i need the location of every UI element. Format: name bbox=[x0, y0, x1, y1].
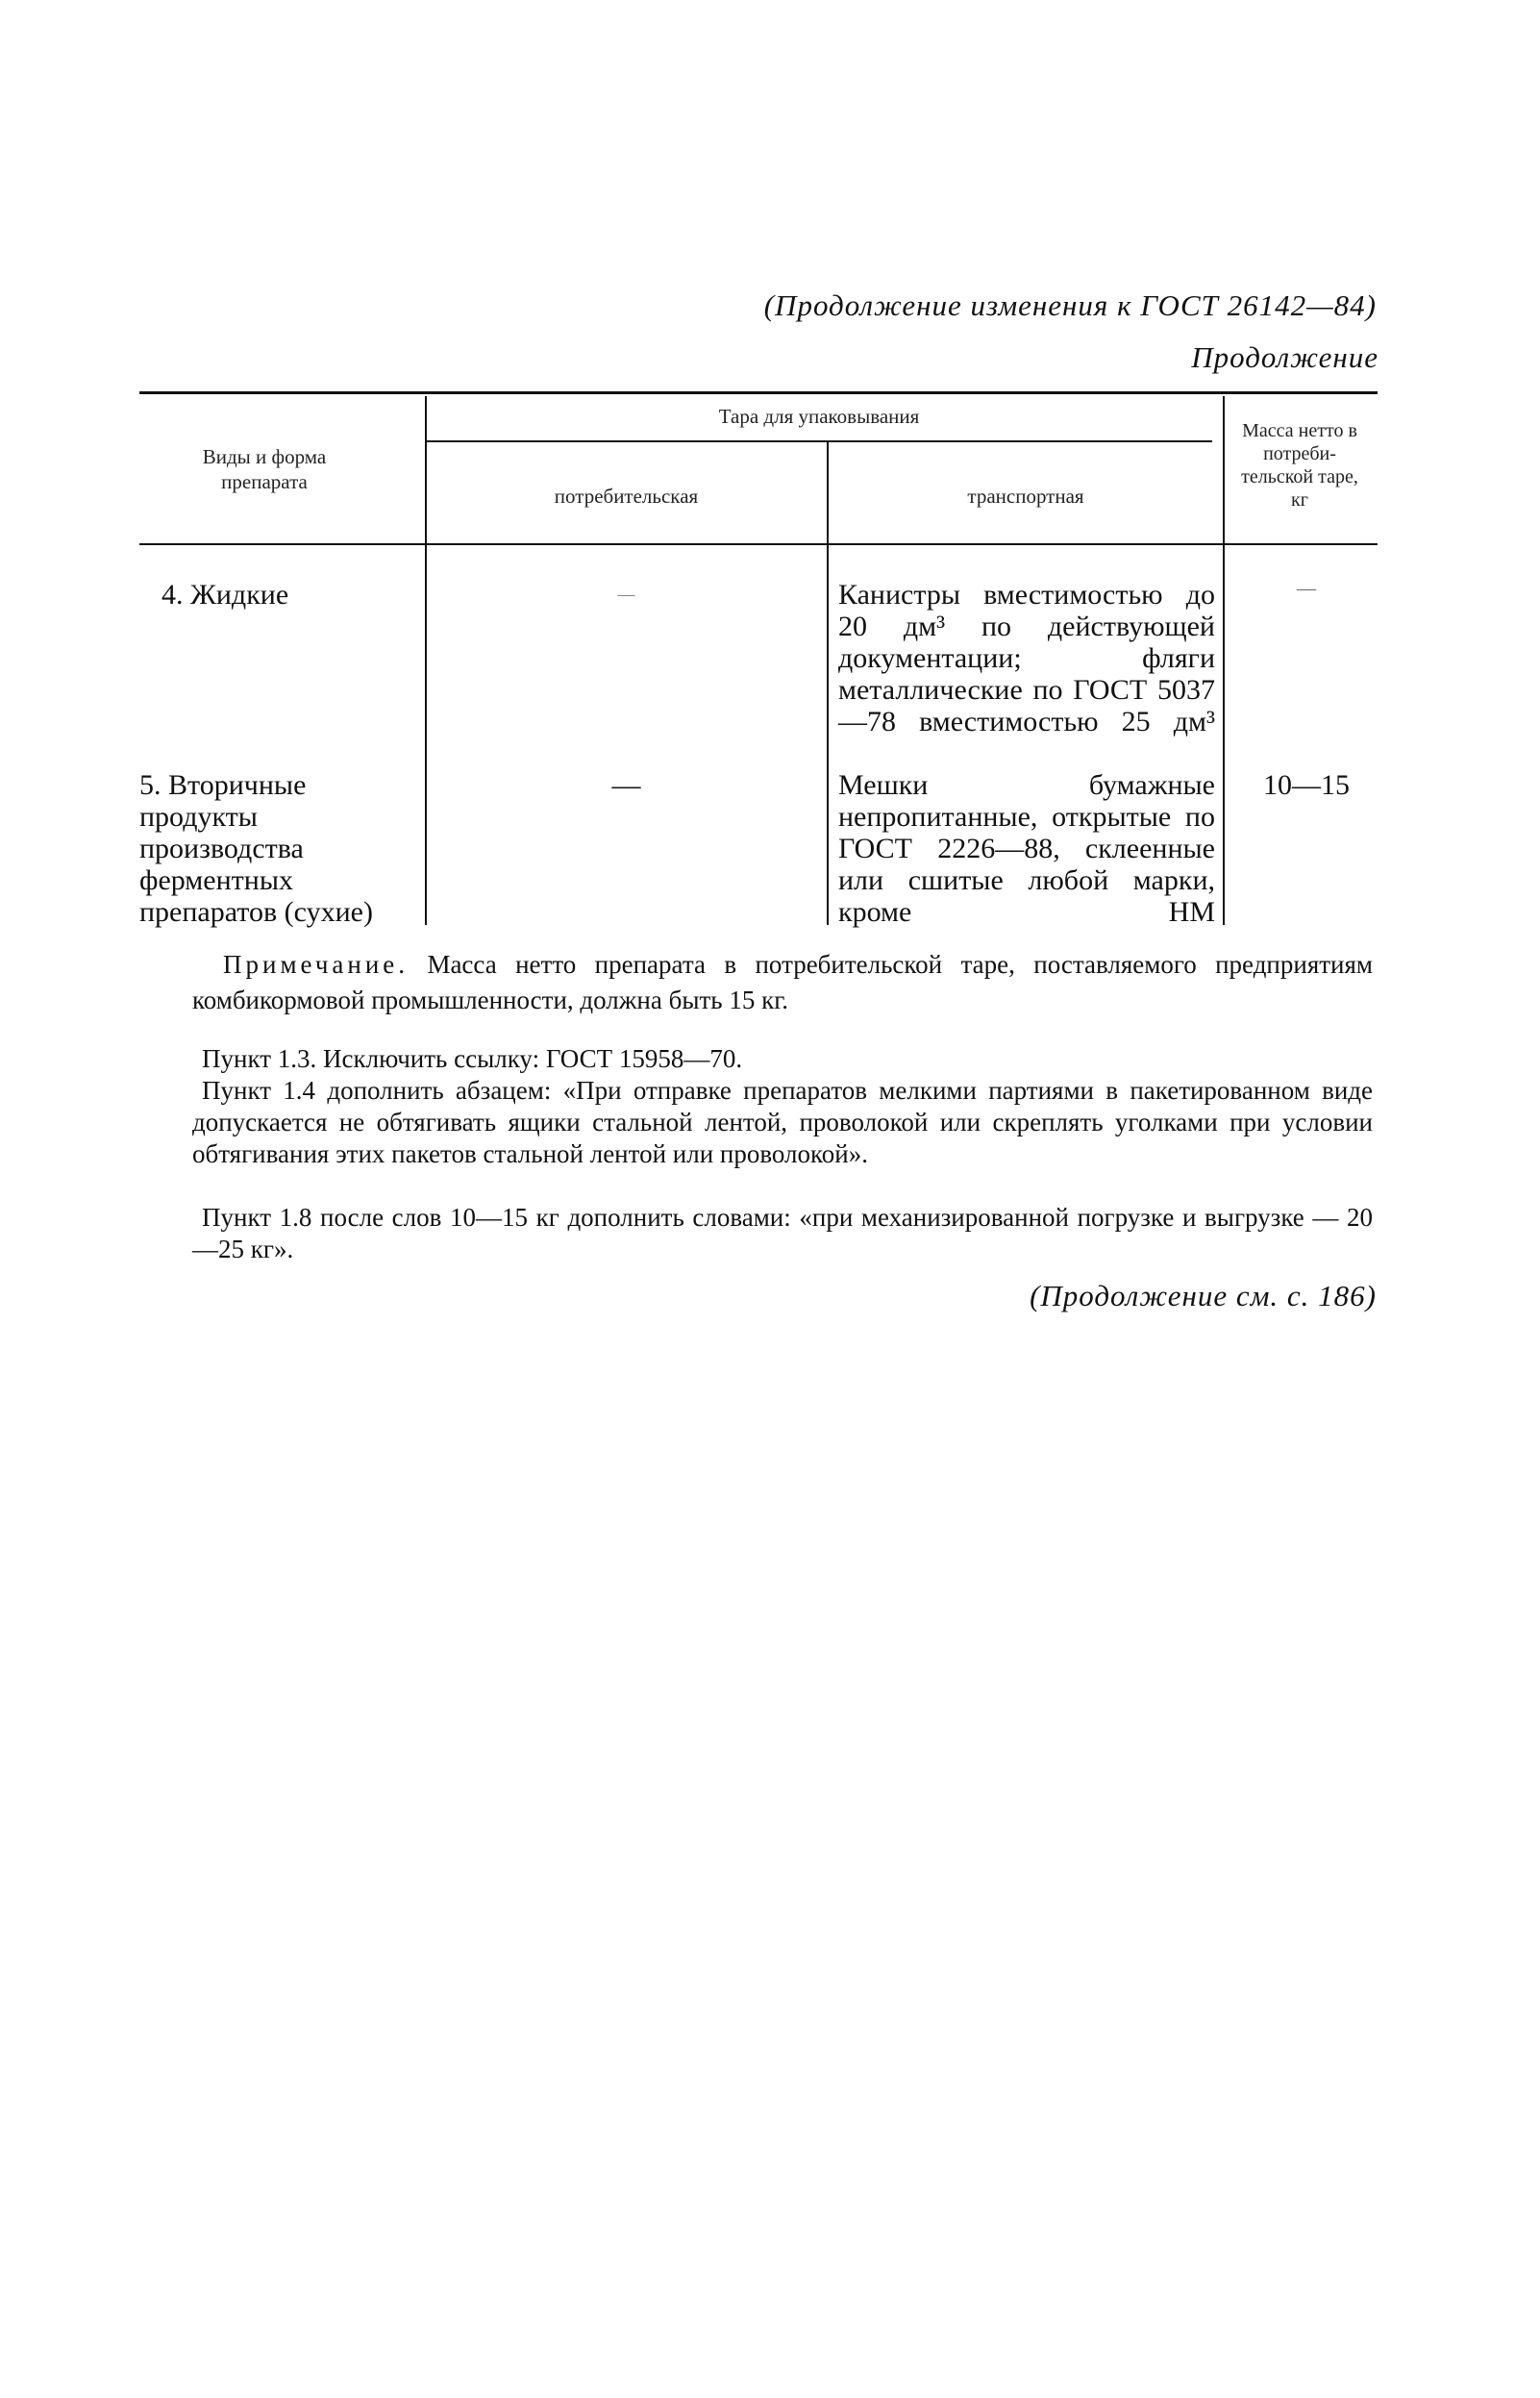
cell-consumer: — bbox=[611, 769, 641, 801]
table-top-rule bbox=[139, 391, 1378, 394]
continuation-subheader: Продолжение bbox=[1191, 340, 1379, 374]
cell-mass: 10—15 bbox=[1263, 769, 1350, 801]
continuation-footer: (Продолжение см. с. 186) bbox=[1030, 1279, 1377, 1312]
cell-mass: — bbox=[1297, 578, 1316, 599]
table-column-divider bbox=[1223, 396, 1225, 925]
header-kind: Виды и форма препарата bbox=[202, 445, 327, 493]
table-note bbox=[192, 947, 1373, 1018]
table-header-bottom-rule bbox=[139, 543, 1378, 545]
header-packaging: Тара для упаковывания bbox=[718, 405, 920, 428]
amendment-paragraph: Пункт 1.3. Исключить ссылку: ГОСТ 15958—70. bbox=[202, 1044, 743, 1073]
header-transport: транспортная bbox=[967, 485, 1084, 508]
cell-transport: Канистры вместимостью до 20 дм³ по действующей документации; фляги металлические по ГОСТ 5037—78 вместимостью 25 дм³ bbox=[838, 579, 1215, 737]
cell-kind: 5. Вторичные продукты производства ферментных препаратов (сухие) bbox=[139, 769, 373, 928]
table-column-divider bbox=[425, 396, 427, 925]
note-text: Масса нетто препарата в потребительской таре, поставляемого предприятиям комбикормовой промышленности, должна быть 15 кг. bbox=[192, 950, 1373, 1014]
packaging-subheader-rule bbox=[426, 440, 1212, 442]
table-column-divider bbox=[827, 442, 829, 925]
cell-kind: 4. Жидкие bbox=[161, 579, 289, 611]
continuation-header: (Продолжение изменения к ГОСТ 26142—84) bbox=[763, 288, 1377, 322]
cell-consumer: — bbox=[617, 585, 635, 604]
header-consumer: потребительская bbox=[554, 485, 699, 508]
note-label: Примечание. bbox=[223, 950, 410, 979]
cell-transport: Мешки бумажные непропитанные, открытые по ГОСТ 2226—88, склеенные или сшитые любой марки, кроме НМ bbox=[838, 769, 1215, 928]
amendment-paragraph: Пункт 1.4 дополнить абзацем: «При отправке препаратов мелкими партиями в пакетированном виде допускается не обтягивать ящики стальной лентой, проволокой или скреплять уголками при условии обтягивания этих пакетов стальной лентой или проволокой». bbox=[192, 1076, 1373, 1168]
header-mass: Масса нетто в потреби-тельской таре, кг bbox=[1241, 420, 1358, 511]
amendment-paragraph: Пункт 1.8 после слов 10—15 кг дополнить словами: «при механизированной погрузке и выгрузке — 20—25 кг». bbox=[192, 1203, 1373, 1263]
